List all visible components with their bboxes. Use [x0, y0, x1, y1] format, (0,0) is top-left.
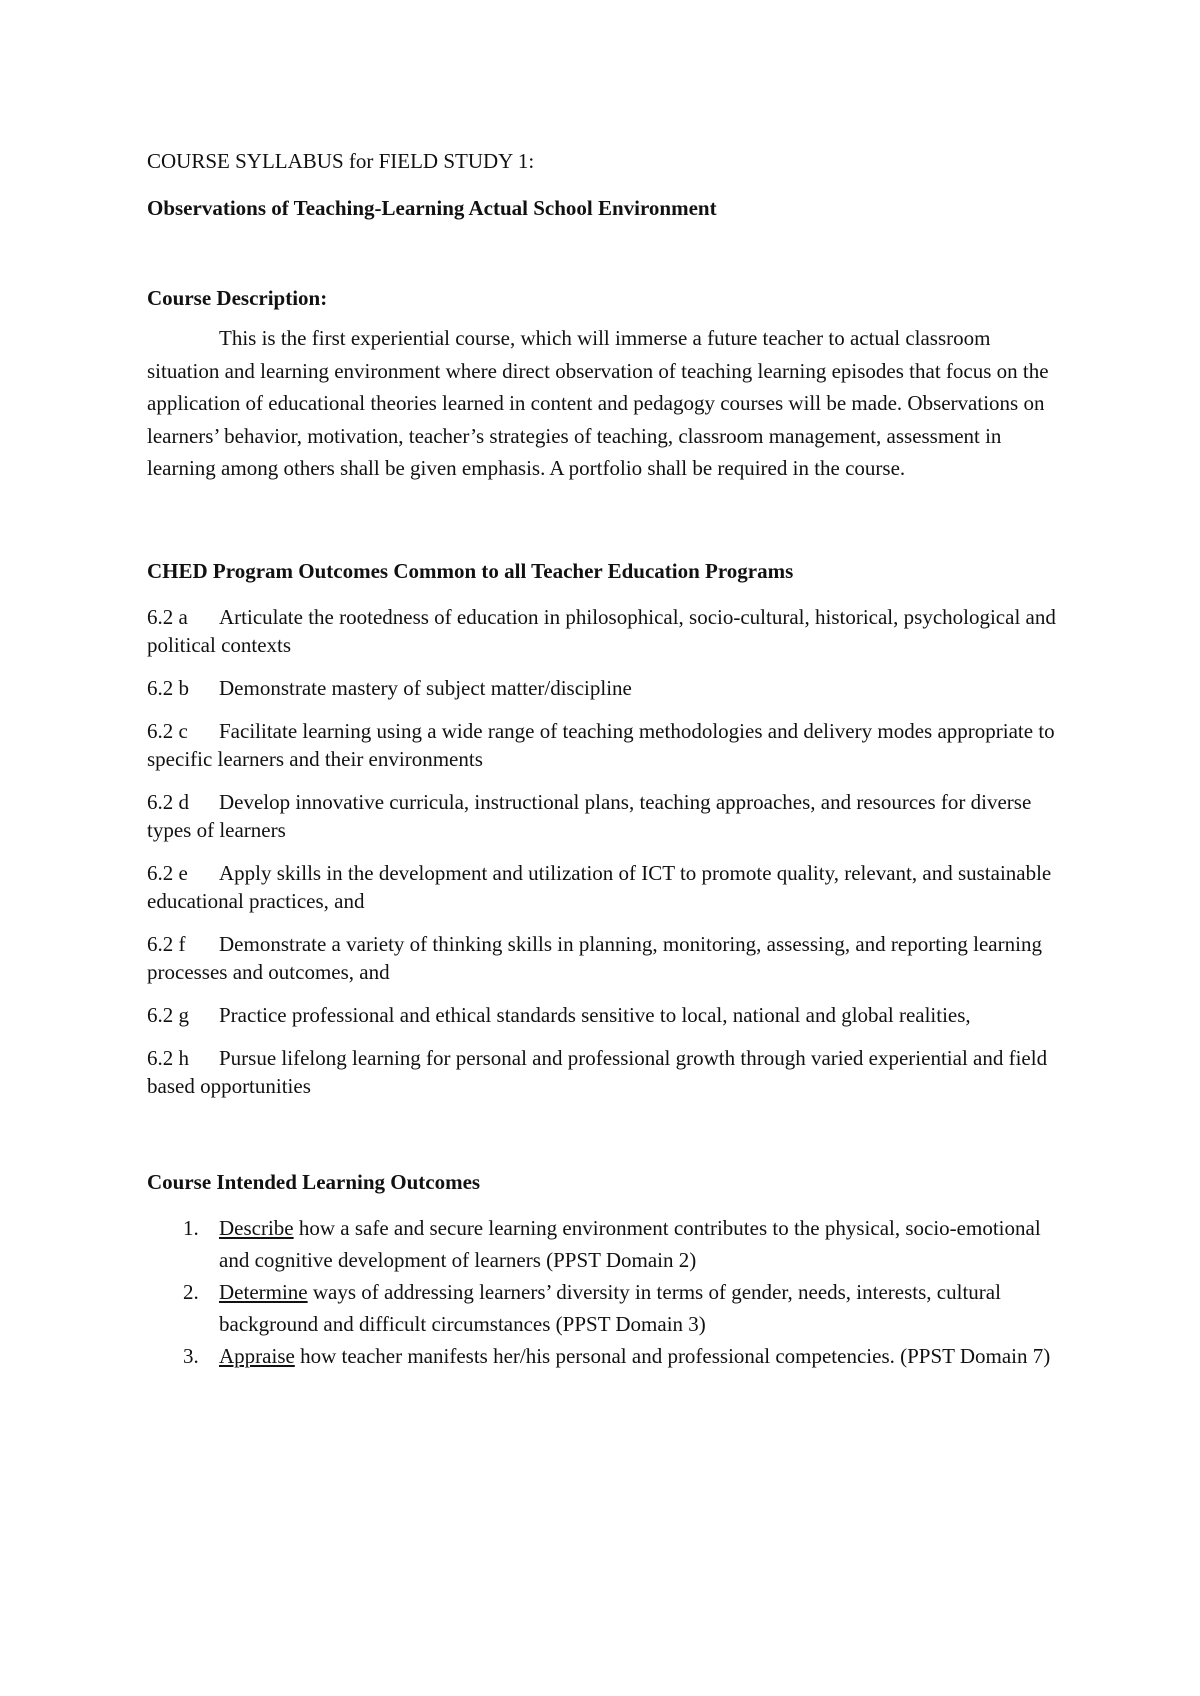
outcome-verb: Appraise: [219, 1343, 295, 1368]
intended-outcomes-list: [147, 1212, 1067, 1372]
outcome-text: Pursue lifelong learning for personal and professional growth through varied experiential and field based opportunities: [147, 1045, 1048, 1098]
ched-outcome-item: [147, 788, 1067, 844]
ched-outcome-item: [147, 674, 1067, 702]
outcome-code: 6.2 a: [147, 604, 188, 629]
outcome-verb: Describe: [219, 1215, 294, 1240]
ched-outcome-item: [147, 717, 1067, 773]
outcome-text: Practice professional and ethical standards sensitive to local, national and global realities,: [219, 1002, 971, 1027]
ched-outcomes-list: [147, 603, 1067, 1100]
outcome-text: ways of addressing learners’ diversity in terms of gender, needs, interests, cultural background and difficult circumstances (PPST Domain 3): [219, 1279, 1001, 1336]
outcome-text: how teacher manifests her/his personal and professional competencies. (PPST Domain 7): [300, 1343, 1051, 1368]
outcome-verb: Determine: [219, 1279, 308, 1304]
outcome-text: Develop innovative curricula, instructional plans, teaching approaches, and resources for diverse types of learners: [147, 789, 1032, 842]
intended-outcome-item: [147, 1276, 1067, 1340]
ched-outcome-item: [147, 1044, 1067, 1100]
intended-outcome-item: [147, 1340, 1067, 1372]
outcome-number: 3.: [183, 1343, 199, 1368]
intended-outcomes-heading: Course Intended Learning Outcomes: [147, 1169, 481, 1194]
document-body: [147, 145, 1067, 1372]
ched-outcome-item: [147, 930, 1067, 986]
outcome-text: Demonstrate a variety of thinking skills in planning, monitoring, assessing, and reporting learning processes and outcomes, and: [147, 931, 1042, 984]
outcome-number: 1.: [183, 1215, 199, 1240]
outcome-code: 6.2 h: [147, 1045, 189, 1070]
outcome-code: 6.2 g: [147, 1002, 189, 1027]
course-description-text: This is the first experiential course, which will immerse a future teacher to actual classroom situation and learning environment where direct observation of teaching learning episodes that focus on the application of educational theories learned in content and pedagogy courses will be made. Observations on learners’ behavior, motivation, teacher’s strategies of teaching, classroom management, assessment in learning among others shall be given emphasis. A portfolio shall be required in the course.: [147, 326, 1049, 480]
outcome-text: Facilitate learning using a wide range of teaching methodologies and delivery modes appropriate to specific learners and their environments: [147, 718, 1055, 771]
outcome-code: 6.2 e: [147, 860, 188, 885]
outcome-text: Articulate the rootedness of education in philosophical, socio-cultural, historical, psychological and political contexts: [147, 604, 1056, 657]
ched-outcome-item: [147, 1001, 1067, 1029]
ched-outcome-item: [147, 859, 1067, 915]
outcome-code: 6.2 f: [147, 931, 186, 956]
document-title: COURSE SYLLABUS for FIELD STUDY 1:: [147, 149, 535, 173]
outcome-text: Apply skills in the development and utilization of ICT to promote quality, relevant, and sustainable educational practices, and: [147, 860, 1052, 913]
outcome-number: 2.: [183, 1279, 199, 1304]
outcome-code: 6.2 c: [147, 718, 188, 743]
outcome-code: 6.2 d: [147, 789, 189, 814]
ched-outcome-item: [147, 603, 1067, 659]
intended-outcome-item: [147, 1212, 1067, 1276]
document-subtitle: Observations of Teaching-Learning Actual School Environment: [147, 196, 717, 220]
course-description-heading: Course Description:: [147, 286, 328, 310]
ched-outcomes-heading: CHED Program Outcomes Common to all Teacher Education Programs: [147, 558, 794, 583]
outcome-text: how a safe and secure learning environment contributes to the physical, socio-emotional and cognitive development of learners (PPST Domain 2): [219, 1215, 1041, 1272]
outcome-code: 6.2 b: [147, 675, 189, 700]
outcome-text: Demonstrate mastery of subject matter/discipline: [219, 675, 632, 700]
